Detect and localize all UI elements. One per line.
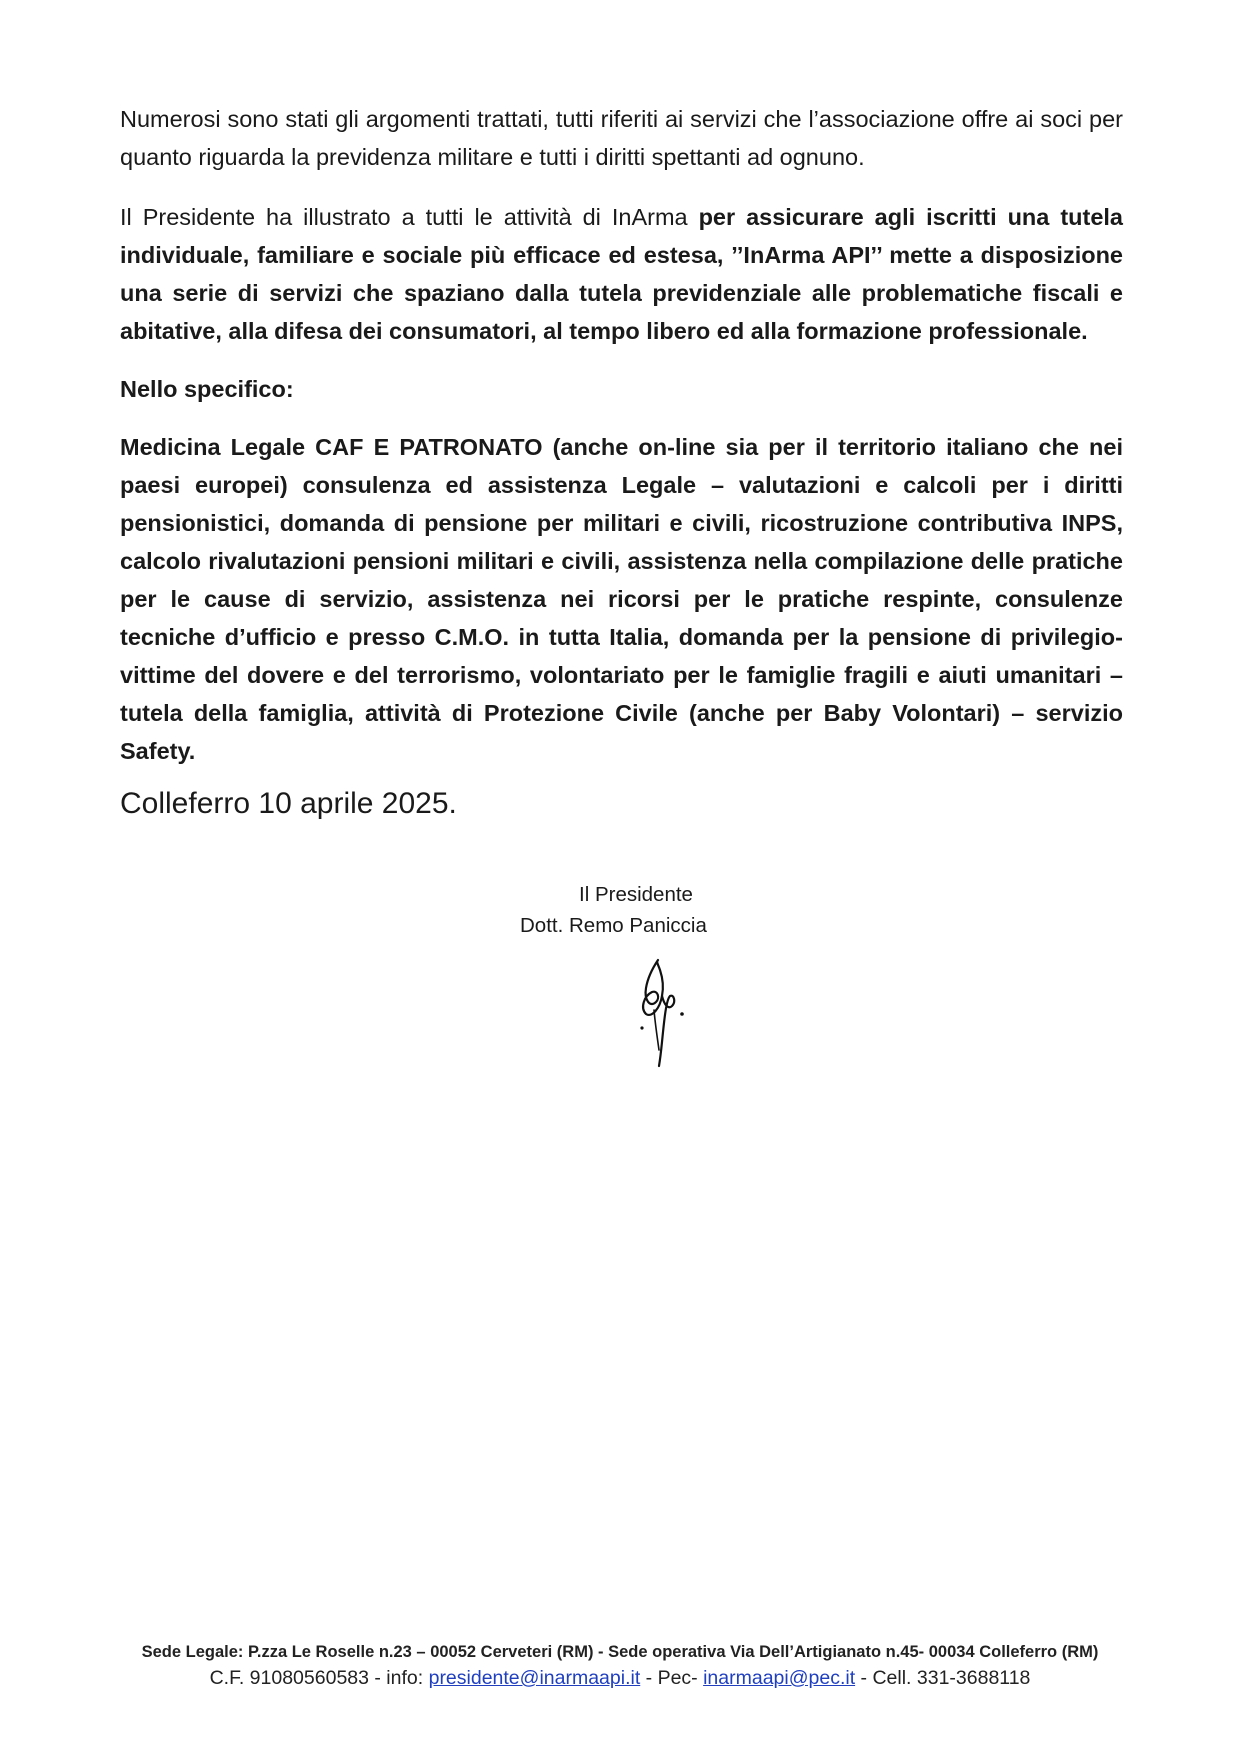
footer-tax-code: C.F. 91080560583 - info: xyxy=(209,1667,429,1689)
pec-link[interactable]: inarmaapi@pec.it xyxy=(703,1667,856,1689)
signature-title: Il Presidente xyxy=(579,883,693,906)
letter-body xyxy=(120,100,1123,824)
paragraph-services-list: Medicina Legale CAF E PATRONATO (anche on-line sia per il territorio italiano che nei paesi europei) consulenza ed assistenza Legale – valutazioni e calcoli per i diritti pensionistici, domanda di pensione per militari e civili, ricostruzione contributiva INPS, calcolo rivalutazioni pensioni militari e civili, assistenza nella compilazione delle pratiche per le cause di servizio, assistenza nei ricorsi per le pratiche respinte, consulenze tecniche d’ufficio e presso C.M.O. in tutta Italia, domanda per la pensione di privilegio- vittime del dovere e del terrorismo, volontariato per le famiglie fragili e aiuti umanitari – tutela della famiglia, attività di Protezione Civile (anche per Baby Volontari) – servizio Safety. xyxy=(120,434,1123,764)
paragraph-president-activities-bold: per assicurare agli iscritti una tutela individuale, familiare e sociale più efficace ed estesa, ’’InArma API’’ mette a disposizione una serie di servizi che spaziano dalla tutela previdenziale alle problematiche fiscali e abitative, alla difesa dei consumatori, al tempo libero ed alla formazione professionale. xyxy=(120,204,1123,344)
paragraph-president-activities xyxy=(120,198,1123,350)
email-link[interactable]: presidente@inarmaapi.it xyxy=(428,1667,641,1689)
paragraph-intro: Numerosi sono stati gli argomenti trattati, tutti riferiti ai servizi che l’associazione offre ai soci per quanto riguarda la previdenza militare e tutti i diritti spettanti ad ognuno. xyxy=(120,106,1123,170)
footer-phone: - Cell. 331-3688118 xyxy=(855,1667,1031,1689)
handwritten-signature xyxy=(624,952,694,1072)
letter-footer xyxy=(0,1640,1240,1692)
paragraph-president-activities-normal: Il Presidente ha illustrato a tutti le attività di InArma xyxy=(120,204,699,230)
footer-address: Sede Legale: P.zza Le Roselle n.23 – 00052 Cerveteri (RM) - Sede operativa Via Dell’Artigianato n.45- 00034 Colleferro (RM) xyxy=(141,1643,1099,1661)
section-heading-specifics: Nello specifico: xyxy=(120,376,294,402)
footer-contacts xyxy=(0,1664,1240,1692)
footer-pec-label: - Pec- xyxy=(640,1667,704,1689)
signature-name: Dott. Remo Paniccia xyxy=(520,914,707,937)
letter-date: Colleferro 10 aprile 2025. xyxy=(120,787,457,820)
